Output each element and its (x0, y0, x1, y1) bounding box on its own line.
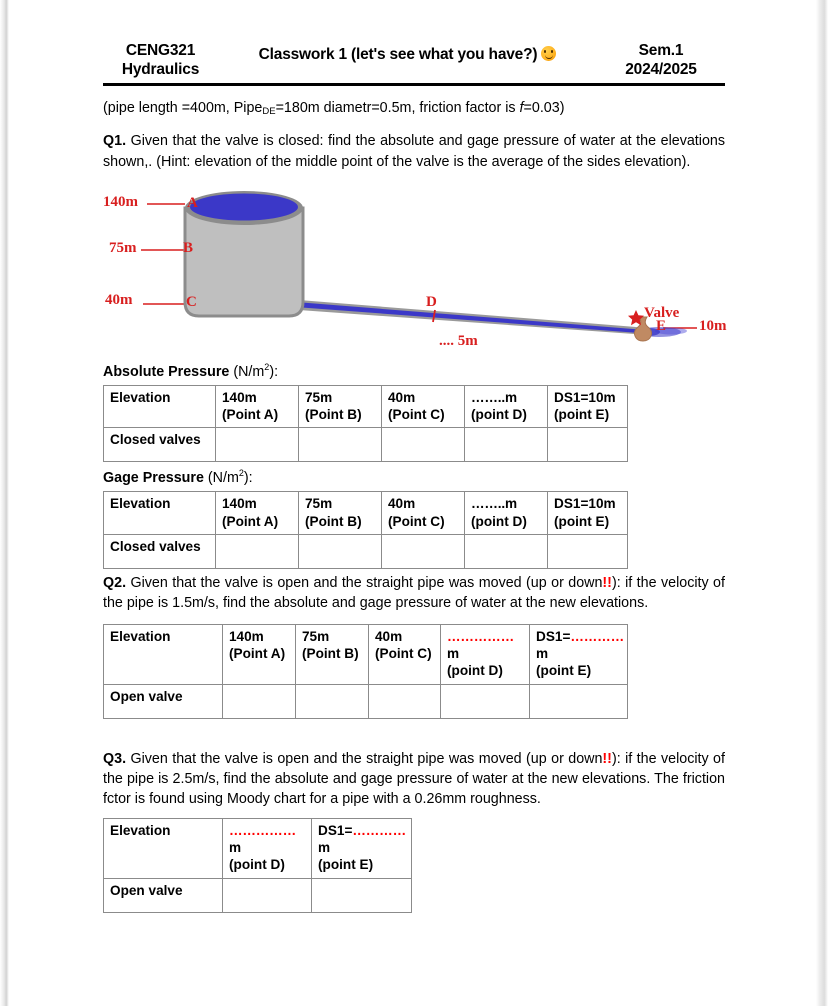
abs-row-label: Closed valves (104, 428, 216, 462)
gage-row-label: Closed valves (104, 534, 216, 568)
q2-col-a (223, 624, 296, 684)
q2-answer-cell-c[interactable] (369, 684, 441, 718)
document-content (103, 42, 725, 913)
course-identifier (103, 42, 218, 80)
semester-block (597, 42, 725, 80)
gage-col-b-point: (Point B) (305, 513, 362, 529)
q2-col-d-unit: m (447, 645, 460, 661)
gage-col-c-value: 40m (388, 496, 416, 512)
q3-text-b: ): if the velocity of the pipe is 2.5m/s, find the absolute and gage pressure of water at the new elevations. The friction fctor is found using Moody chart for a pipe with a 0.26mm roughness. (103, 750, 725, 808)
q3-answer-cell-d[interactable] (223, 878, 312, 912)
q3-col-e-unit: m (318, 840, 331, 856)
gage-answer-cell-b[interactable] (299, 534, 382, 568)
gage-col-d-value: ……..m (471, 496, 517, 512)
table-row (104, 428, 628, 462)
point-label-d: D (426, 293, 437, 310)
gage-col-a (216, 492, 299, 535)
abs-row-header: Elevation (104, 385, 216, 428)
q1-label: Q1. (103, 133, 127, 150)
table-row (104, 534, 628, 568)
table-row (104, 624, 628, 684)
section-spacer (103, 719, 725, 741)
q2-col-e-prefix: DS1= (536, 628, 571, 644)
assignment-title: Classwork 1 (let's see what you have?) (258, 46, 538, 63)
gage-col-d (465, 492, 548, 535)
abs-answer-cell-d[interactable] (465, 428, 548, 462)
q2-col-e-unit: m (536, 645, 549, 661)
elevation-label-40m: 40m (105, 291, 133, 308)
q3-text-a: Given that the valve is open and the straight pipe was moved (up or down (126, 750, 603, 767)
gage-col-e (548, 492, 628, 535)
gage-pressure-caption (103, 468, 725, 486)
q2-answer-cell-a[interactable] (223, 684, 296, 718)
intro-subscript: DE (262, 105, 276, 117)
q2-col-d-point: (point D) (447, 663, 503, 679)
q2-answer-cell-d[interactable] (441, 684, 530, 718)
q3-col-e-prefix: DS1= (318, 822, 353, 838)
gage-answer-cell-d[interactable] (465, 534, 548, 568)
table-row (104, 492, 628, 535)
absolute-pressure-unit-close: ): (269, 363, 279, 380)
point-label-b: B (183, 239, 194, 256)
q3-col-d-point: (point D) (229, 857, 285, 873)
document-header (103, 42, 725, 80)
table-row (104, 818, 412, 878)
tank-pipe-valve-diagram (103, 182, 725, 354)
gage-col-a-point: (Point A) (222, 513, 279, 529)
q3-col-e-point: (point E) (318, 857, 374, 873)
gage-col-b (299, 492, 382, 535)
q2-label: Q2. (103, 574, 127, 591)
q2-elevation-table (103, 624, 628, 719)
abs-col-a-point: (Point A) (222, 407, 279, 423)
abs-answer-cell-c[interactable] (382, 428, 465, 462)
absolute-pressure-table (103, 385, 628, 463)
academic-year: 2024/2025 (625, 60, 697, 78)
abs-col-c (382, 385, 465, 428)
table-row (104, 684, 628, 718)
q2-col-e-dots: ………… (570, 628, 624, 644)
q2-emphasis: !! (602, 574, 612, 591)
abs-col-e-point: (point E) (554, 407, 610, 423)
page-right-shadow (816, 0, 828, 1006)
gage-pressure-table (103, 491, 628, 569)
abs-col-d-value: ……..m (471, 389, 517, 405)
question-2 (103, 573, 725, 614)
q3-col-d-unit: m (229, 840, 242, 856)
abs-col-b-value: 75m (305, 389, 333, 405)
intro-tail: =0.03) (523, 99, 565, 116)
q3-col-d (223, 818, 312, 878)
course-code: CENG321 (125, 42, 196, 59)
absolute-pressure-unit-exp: 2 (264, 361, 270, 372)
q2-answer-cell-e[interactable] (530, 684, 628, 718)
q2-col-c-value: 40m (375, 628, 403, 644)
gage-answer-cell-e[interactable] (548, 534, 628, 568)
q2-row-header: Elevation (104, 624, 223, 684)
abs-col-e (548, 385, 628, 428)
q2-text-a: Given that the valve is open and the straight pipe was moved (up or down (126, 574, 603, 591)
q2-row-label: Open valve (104, 684, 223, 718)
elevation-label-140m: 140m (103, 193, 138, 210)
friction-symbol: f (519, 99, 524, 116)
absolute-pressure-caption (103, 362, 725, 380)
elevation-label-10m: 10m (699, 317, 727, 334)
gage-col-c (382, 492, 465, 535)
q2-col-c-point: (Point C) (375, 645, 432, 661)
gage-pressure-unit-exp: 2 (238, 468, 244, 479)
q3-row-header: Elevation (104, 818, 223, 878)
pipe-water (302, 302, 646, 333)
abs-col-a (216, 385, 299, 428)
gage-col-d-point: (point D) (471, 513, 527, 529)
q2-col-b-value: 75m (302, 628, 330, 644)
q3-col-d-dots: …………… (229, 822, 296, 838)
abs-col-b-point: (Point B) (305, 407, 362, 423)
semester-label: Sem.1 (638, 42, 684, 59)
q2-col-c (369, 624, 441, 684)
intro-suffix: =180m diametr=0.5m, friction factor is (275, 99, 520, 116)
tank-water-surface (190, 193, 298, 220)
gage-col-c-point: (Point C) (388, 513, 445, 529)
question-3 (103, 749, 725, 810)
gage-answer-cell-c[interactable] (382, 534, 465, 568)
course-name: Hydraulics (121, 60, 200, 78)
gage-col-a-value: 140m (222, 496, 257, 512)
table-row (104, 385, 628, 428)
gage-pressure-unit-open: (N/m (203, 470, 239, 487)
abs-col-b (299, 385, 382, 428)
gage-col-b-value: 75m (305, 496, 333, 512)
point-label-e: E (656, 317, 667, 334)
header-divider (103, 83, 725, 86)
absolute-pressure-label: Absolute Pressure (103, 363, 230, 380)
q3-emphasis: !! (602, 750, 612, 767)
q3-row-label: Open valve (104, 878, 223, 912)
q3-elevation-table (103, 818, 412, 913)
q3-col-e-dots: ………… (352, 822, 406, 838)
abs-col-e-value: DS1=10m (554, 389, 616, 405)
q2-text-b: ): if the velocity of the pipe is 1.5m/s, find the absolute and gage pressure of water at the new elevations. (103, 574, 725, 612)
q2-col-e (530, 624, 628, 684)
q2-col-d (441, 624, 530, 684)
q2-col-b (296, 624, 369, 684)
gage-pressure-unit-close: ): (243, 470, 253, 487)
gage-col-e-point: (point E) (554, 513, 610, 529)
gage-row-header: Elevation (104, 492, 216, 535)
q2-col-e-point: (point E) (536, 663, 592, 679)
abs-answer-cell-b[interactable] (299, 428, 382, 462)
q2-col-a-value: 140m (229, 628, 264, 644)
gage-answer-cell-a[interactable] (216, 534, 299, 568)
pipe-parameters-line (103, 98, 725, 118)
abs-answer-cell-e[interactable] (548, 428, 628, 462)
absolute-pressure-unit-open: (N/m (229, 363, 265, 380)
abs-col-c-value: 40m (388, 389, 416, 405)
q3-answer-cell-e[interactable] (312, 878, 412, 912)
intro-prefix: (pipe length =400m, Pipe (103, 99, 263, 116)
point-label-c: C (186, 293, 197, 310)
abs-answer-cell-a[interactable] (216, 428, 299, 462)
table-row (104, 878, 412, 912)
q3-col-e (312, 818, 412, 878)
abs-col-d-point: (point D) (471, 407, 527, 423)
abs-col-a-value: 140m (222, 389, 257, 405)
smiling-face-emoji (541, 46, 556, 61)
assignment-title-block (218, 42, 597, 64)
elevation-label-75m: 75m (109, 239, 137, 256)
q3-label: Q3. (103, 750, 127, 767)
q1-text: Given that the valve is closed: find the absolute and gage pressure of water at the elevations shown,. (Hint: elevation of the middle point of the valve is the average of the sides elevation). (103, 133, 725, 170)
q2-col-d-dots: …………… (447, 628, 514, 644)
q2-col-b-point: (Point B) (302, 645, 359, 661)
gage-col-e-value: DS1=10m (554, 496, 616, 512)
q2-answer-cell-b[interactable] (296, 684, 369, 718)
q2-col-a-point: (Point A) (229, 645, 286, 661)
point-label-a: A (187, 194, 198, 211)
abs-col-d (465, 385, 548, 428)
gage-pressure-label: Gage Pressure (103, 470, 204, 487)
page-left-shadow (0, 0, 9, 1006)
question-1 (103, 131, 725, 172)
pipe-length-note: .... 5m (439, 332, 478, 349)
valve-label: Valve (644, 304, 680, 321)
abs-col-c-point: (Point C) (388, 407, 445, 423)
